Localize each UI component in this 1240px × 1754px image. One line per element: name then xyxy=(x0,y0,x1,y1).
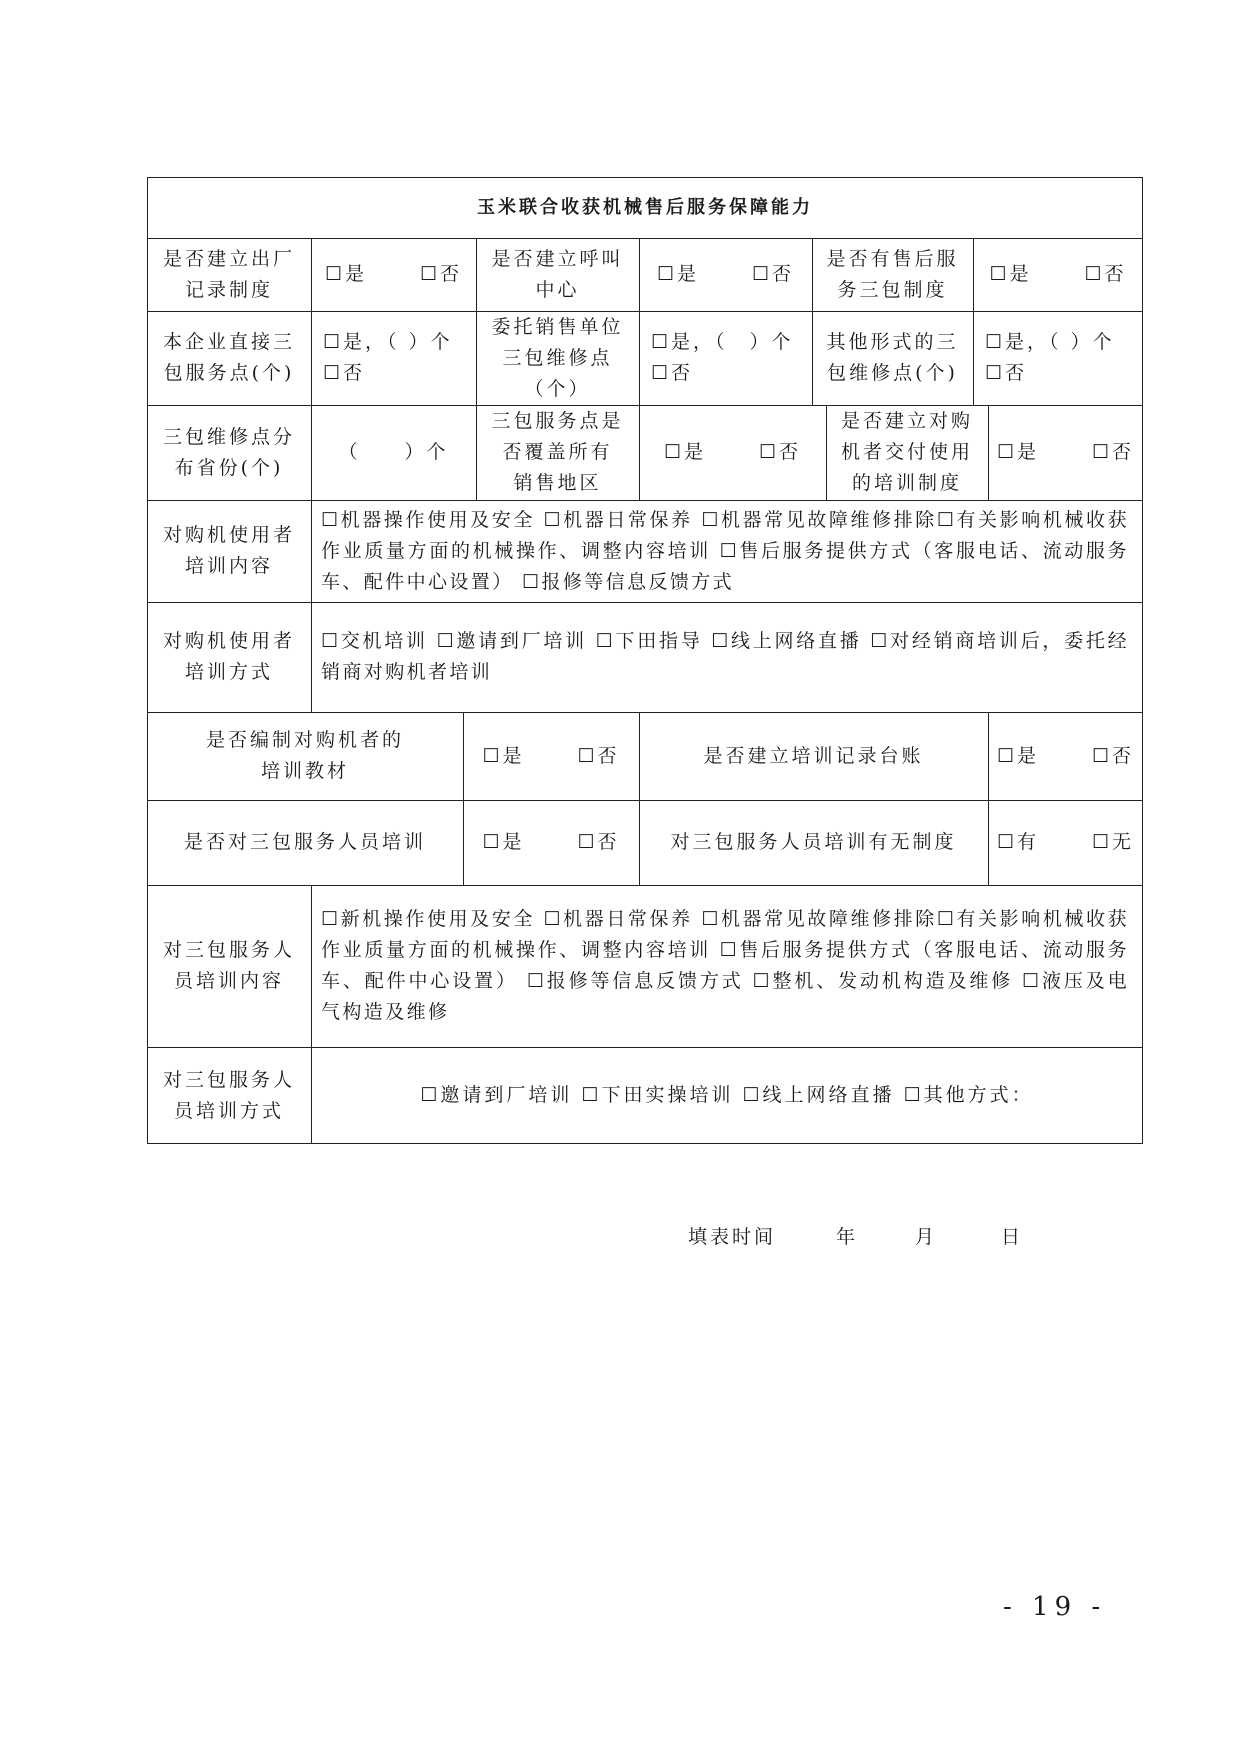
staff-training-method-options[interactable]: ☐邀请到厂培训 ☐下田实操培训 ☐线上网络直播 ☐其他方式： xyxy=(420,1084,1034,1106)
a-buyer-training-checkboxes[interactable]: ☐是 ☐否 xyxy=(996,441,1135,463)
buyer-training-method-options[interactable]: ☐交机培训 ☐邀请到厂培训 ☐下田指导 ☐线上网络直播 ☐对经销商培训后，委托经销商对购机者培训 xyxy=(321,630,1129,683)
q-buyer-training-system: 是否建立对购 机者交付使用 的培训制度 xyxy=(840,410,973,494)
a-training-materials-checkboxes[interactable]: ☐是 ☐否 xyxy=(482,744,620,767)
label-staff-training-method: 对三包服务人 员培训方式 xyxy=(162,1068,295,1122)
a-factory-record-checkboxes[interactable]: ☐是 ☐否 xyxy=(324,263,463,285)
q-staff-training: 是否对三包服务人员培训 xyxy=(183,831,426,853)
q-warranty-system: 是否有售后服 务三包制度 xyxy=(826,247,959,301)
date-day: 日 xyxy=(1001,1226,1024,1248)
q-province-distribution: 三包维修点分 布省份(个) xyxy=(162,425,295,479)
a-training-ledger-checkboxes[interactable]: ☐是 ☐否 xyxy=(996,744,1135,767)
form-title: 玉米联合收获机械售后服务保障能力 xyxy=(477,197,813,218)
a-coverage-checkboxes[interactable]: ☐是 ☐否 xyxy=(663,441,802,463)
q-dealer-repair-points: 委托销售单位 三包维修点 （个） xyxy=(491,315,624,400)
q-factory-record: 是否建立出厂 记录制度 xyxy=(162,247,295,301)
q-staff-training-system: 对三包服务人员培训有无制度 xyxy=(670,831,957,853)
date-label: 填表时间 xyxy=(688,1226,777,1248)
q-other-repair-points: 其他形式的三 包维修点(个) xyxy=(826,331,959,384)
buyer-training-content-options[interactable]: ☐机器操作使用及安全 ☐机器日常保养 ☐机器常见故障维修排除☐有关影响机械收获作业质量方面的机械操作、调整内容培训 ☐售后服务提供方式（客服电话、流动服务车、配件中心设置） ☐报修等信息反馈方式 xyxy=(321,508,1129,593)
q-coverage-all-areas: 三包服务点是 否覆盖所有 销售地区 xyxy=(491,410,624,494)
a-staff-training-checkboxes[interactable]: ☐是 ☐否 xyxy=(482,831,620,853)
a-staff-training-system-checkboxes[interactable]: ☐有 ☐无 xyxy=(996,831,1135,853)
q-direct-service-points: 本企业直接三 包服务点(个) xyxy=(162,331,295,384)
a-call-center-checkboxes[interactable]: ☐是 ☐否 xyxy=(656,263,795,285)
label-staff-training-content: 对三包服务人 员培训内容 xyxy=(162,939,295,992)
a-other-repair-points[interactable]: ☐是，（ ）个 ☐否 xyxy=(985,331,1115,384)
q-call-center: 是否建立呼叫 中心 xyxy=(491,247,624,301)
a-direct-service-points[interactable]: ☐是，（ ）个 ☐否 xyxy=(323,331,453,384)
a-warranty-system-checkboxes[interactable]: ☐是 ☐否 xyxy=(989,263,1127,285)
page-number: - 19 - xyxy=(1003,1592,1107,1622)
label-buyer-training-content: 对购机使用者 培训内容 xyxy=(162,524,295,577)
date-year: 年 xyxy=(836,1226,859,1248)
label-buyer-training-method: 对购机使用者 培训方式 xyxy=(162,630,295,683)
staff-training-content-options[interactable]: ☐新机操作使用及安全 ☐机器日常保养 ☐机器常见故障维修排除☐有关影响机械收获作业质量方面的机械操作、调整内容培训 ☐售后服务提供方式（客服电话、流动服务车、配件中心设置） ☐报修等信息反馈方式 ☐整机、发动机构造及维修 ☐液压及电气构造及维修 xyxy=(321,908,1129,1023)
date-month: 月 xyxy=(915,1226,938,1248)
a-dealer-repair-points[interactable]: ☐是，（ ）个 ☐否 xyxy=(651,331,794,384)
q-training-materials: 是否编制对购机者的 培训教材 xyxy=(205,729,404,782)
a-province-count[interactable]: （ ）个 xyxy=(338,441,449,463)
q-training-ledger: 是否建立培训记录台账 xyxy=(703,744,924,767)
